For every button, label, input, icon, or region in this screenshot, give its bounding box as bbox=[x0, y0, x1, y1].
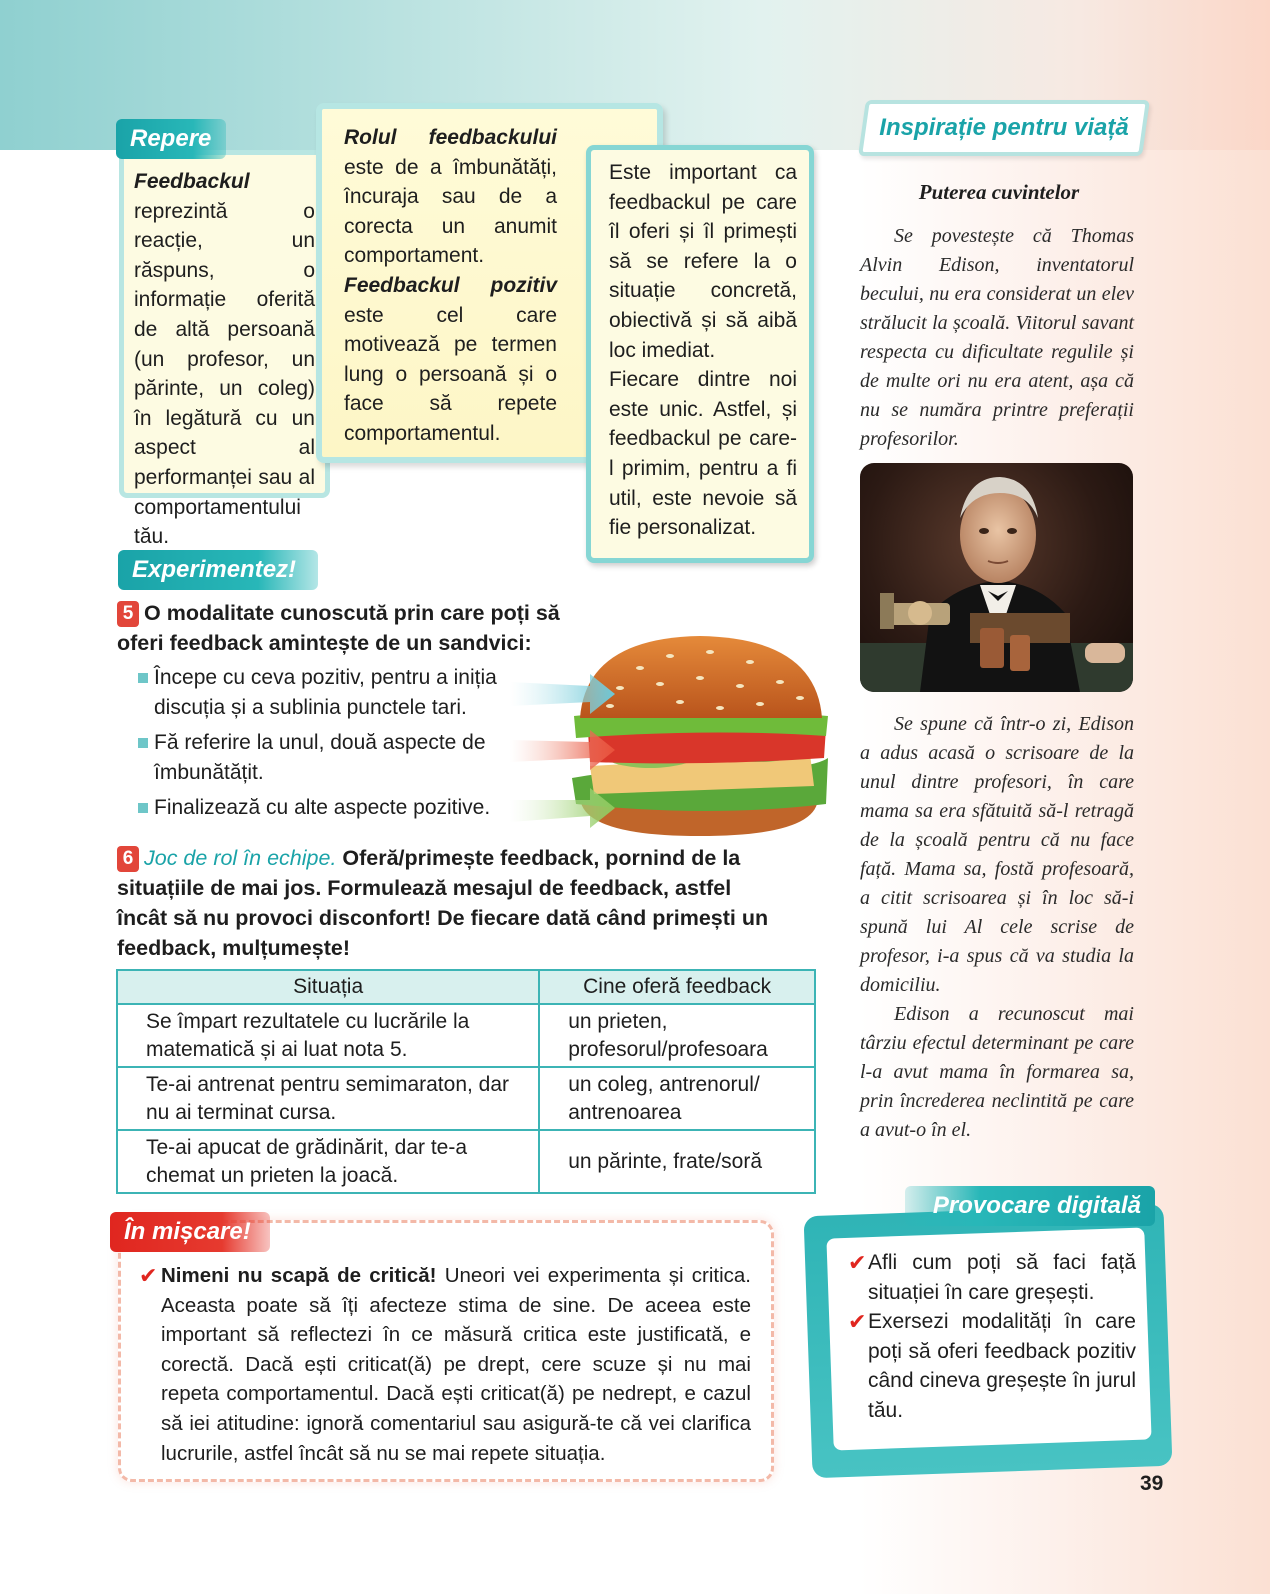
edison-portrait bbox=[860, 463, 1133, 692]
miscare-text: Uneori vei experimenta și critica. Aceasta poate să îți afecteze stima de sine. De aceea este important să reflectezi în ce măsură critica este justificată, e corectă. Dacă ești criticat(ă) pe drept, cere scuze și nu mai repeta comportamentul. Dacă ești criticat(ă) pe nedrept, e cazul să iei atitudine: ignoră comentariul sau asigură-te că vei clarifica lucrurile, astfel încât să nu se mai repete situația. bbox=[161, 1264, 751, 1465]
bullet-text: Finalizează cu alte aspecte pozitive. bbox=[154, 796, 491, 819]
story-part-1 bbox=[860, 222, 1134, 454]
bullet-text: Fă referire la unul, două aspecte de îmbunătățit. bbox=[154, 731, 486, 784]
question-6-label: Joc de rol în echipe. bbox=[144, 846, 337, 870]
provocare-list bbox=[848, 1248, 1136, 1425]
repere-text: reprezintă o reacție, un răspuns, o informație oferită de altă persoană (un profesor, un părinte, un coleg) în legătură cu un aspect al performanței sau al comportamentului tău. bbox=[134, 199, 315, 549]
table-cell: un prieten, profesorul/profesoara bbox=[539, 1004, 815, 1067]
question-5-text: O modalitate cunoscută prin care poți să oferi feedback amintește de un sandvici: bbox=[117, 601, 560, 655]
bullet-text: Începe cu ceva pozitiv, pentru a iniția discuția și a sublinia punctele tari. bbox=[154, 666, 497, 719]
important-paragraph-1: Este important ca feedbackul pe care îl oferi și îl primești să se refere la o situație concretă, obiectivă și să aibă loc imediat. bbox=[609, 161, 797, 362]
table-row bbox=[117, 1067, 815, 1130]
provocare-item-text: Afli cum poți să faci față situației în care greșești. bbox=[868, 1251, 1136, 1304]
bullet-item bbox=[138, 728, 538, 787]
provocare-item-text: Exersezi modalități în care poți să oferi feedback pozitiv când cineva greșește în jurul tău. bbox=[868, 1310, 1136, 1422]
repere-box bbox=[119, 150, 330, 549]
check-icon: ✔ bbox=[848, 1309, 867, 1334]
bullet-item bbox=[138, 663, 538, 722]
provocare-item bbox=[848, 1307, 1136, 1425]
situations-table bbox=[116, 969, 816, 1194]
miscare-lead: Nimeni nu scapă de critică! bbox=[161, 1264, 437, 1287]
question-5-number: 5 bbox=[117, 601, 139, 627]
story-title: Puterea cuvintelor bbox=[918, 180, 1080, 204]
story-paragraph-1: Se povestește că Thomas Alvin Edison, inventatorul becului, nu era considerat un elev strălucit la școală. Viitorul savant respecta cu dificultate regulile și de multe ori nu era atent, așa că nu se număra printre preferații profesorilor. bbox=[860, 225, 1134, 450]
page-number: 39 bbox=[1140, 1472, 1164, 1495]
table-header-row bbox=[117, 970, 815, 1004]
important-paragraph-2: Fiecare dintre noi este unic. Astfel, și feedbackul pe care-l primim, pentru a fi util, este nevoie să fie personalizat. bbox=[609, 368, 797, 540]
feedback-pozitiv-term: Feedbackul pozitiv bbox=[344, 273, 557, 297]
table-cell: un coleg, antrenorul/ antrenoarea bbox=[539, 1067, 815, 1130]
inspiratie-header: Inspirație pentru viață bbox=[879, 114, 1129, 141]
check-icon: ✔ bbox=[139, 1263, 158, 1288]
square-bullet-icon bbox=[138, 738, 148, 748]
repere-term: Feedbackul bbox=[134, 170, 250, 193]
table-cell: Te-ai apucat de grădinărit, dar te-a chemat un prieten la joacă. bbox=[117, 1130, 539, 1193]
experimentez-tag: Experimentez! bbox=[118, 550, 318, 590]
in-miscare-tag: În mișcare! bbox=[110, 1212, 270, 1252]
check-icon: ✔ bbox=[848, 1250, 867, 1275]
question-6-number: 6 bbox=[117, 846, 139, 872]
table-cell: un părinte, frate/soră bbox=[539, 1130, 815, 1193]
table-row bbox=[117, 1130, 815, 1193]
table-row bbox=[117, 1004, 815, 1067]
important-box bbox=[586, 145, 814, 563]
story-paragraph-2: Se spune că într-o zi, Edison a adus acasă o scrisoare de la unul dintre profesori, în care mama sa era sfătuită să-l retragă de la școală pentru că nu face față. Mama sa, fostă profesoară, a citit scrisoarea și în loc să-i spună lui Al cele scrise de profesor, i-a spus că va studia la domiciliu. bbox=[860, 713, 1134, 996]
story-paragraph-3: Edison a recunoscut mai târziu efectul determinant pe care l-a avut mama în formarea sa, prin încrederea neclintită pe care a avut-o în el. bbox=[860, 1003, 1134, 1141]
repere-tag: Repere bbox=[116, 119, 226, 159]
in-miscare-box bbox=[118, 1220, 774, 1482]
table-cell: Se împart rezultatele cu lucrările la matematică și ai luat nota 5. bbox=[117, 1004, 539, 1067]
feedback-pozitiv-text: este cel care motivează pe termen lung o persoană și o face să repete comportamentul. bbox=[344, 303, 557, 445]
rolul-text: este de a îmbunătăți, încuraja sau de a corecta un anumit comportament. bbox=[344, 155, 557, 268]
sandwich-bullets bbox=[138, 663, 538, 829]
sandwich-illustration bbox=[510, 628, 835, 838]
rolul-term: Rolul feedbackului bbox=[344, 126, 557, 149]
story-part-2 bbox=[860, 710, 1134, 1145]
table-header-cine-ofera: Cine oferă feedback bbox=[539, 970, 815, 1004]
question-6 bbox=[117, 843, 777, 963]
edison-portrait-drawing bbox=[860, 463, 1133, 692]
question-6-text: Oferă/primește feedback, pornind de la situațiile de mai jos. Formulează mesajul de feedback, astfel încât să nu provoci disconfort! De fiecare dată când primești un feedback, mulțumește! bbox=[117, 846, 769, 960]
table-header-situatia: Situația bbox=[117, 970, 539, 1004]
square-bullet-icon bbox=[138, 803, 148, 813]
table-cell: Te-ai antrenat pentru semimaraton, dar nu ai terminat cursa. bbox=[117, 1067, 539, 1130]
bullet-item bbox=[138, 793, 538, 823]
provocare-tag: Provocare digitală bbox=[905, 1186, 1155, 1226]
square-bullet-icon bbox=[138, 673, 148, 683]
provocare-item bbox=[848, 1248, 1136, 1307]
